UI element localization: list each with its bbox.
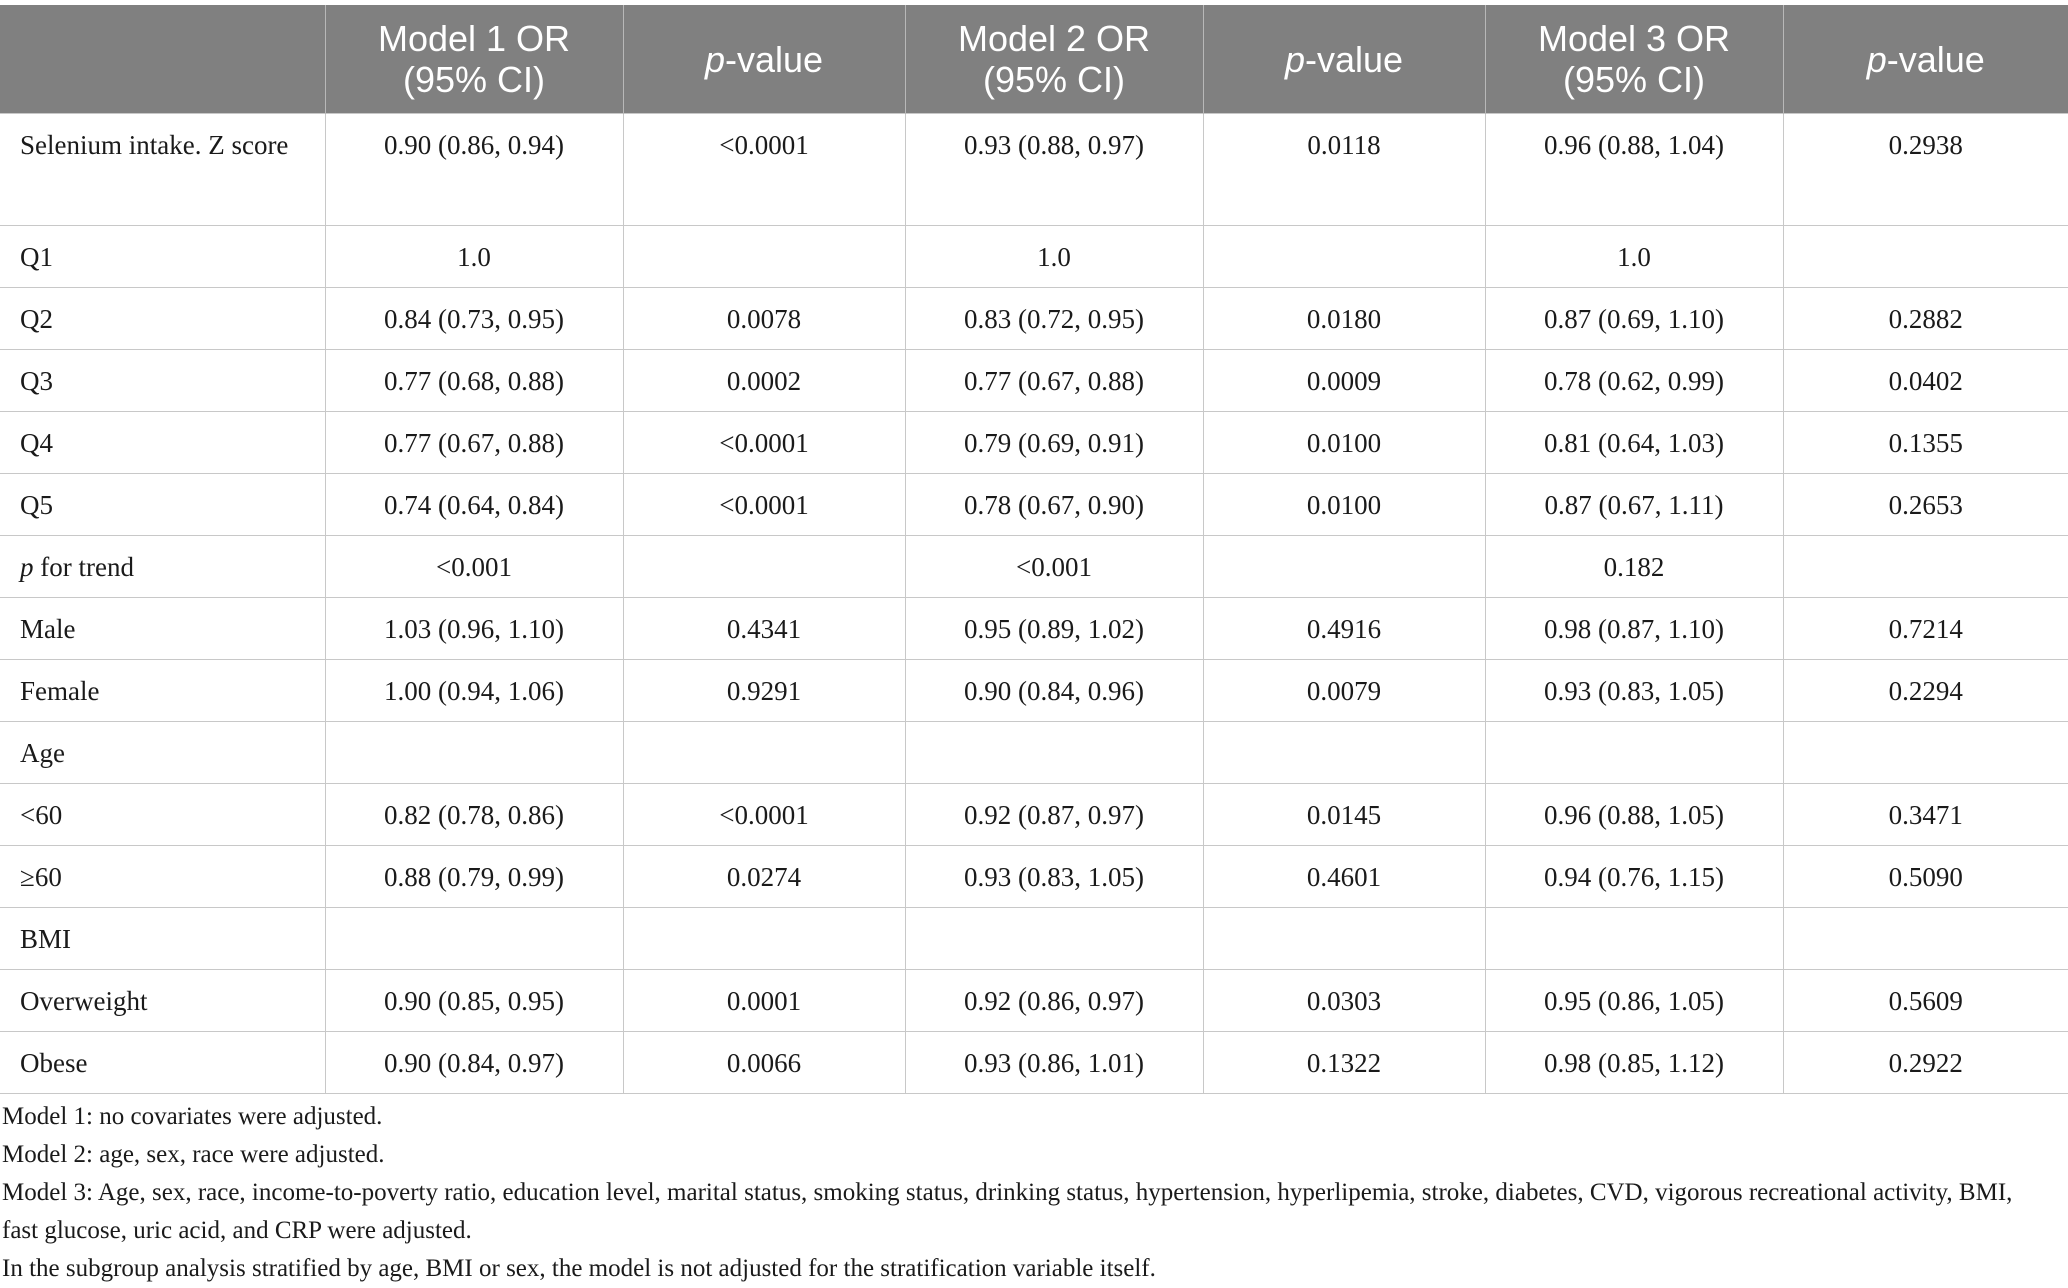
row-label-rest: for trend [33, 552, 134, 582]
table-row [0, 970, 2068, 1032]
cell-model3-or [1485, 908, 1783, 970]
row-label: Selenium intake. Z score [0, 114, 325, 226]
cell-model1-or: 0.74 (0.64, 0.84) [325, 474, 623, 536]
cell-model3-or [1485, 722, 1783, 784]
table-row [0, 226, 2068, 288]
cell-model2-pvalue [1203, 722, 1485, 784]
row-label: Q2 [0, 288, 325, 350]
cell-model2-pvalue: 0.0118 [1203, 114, 1485, 226]
row-label: Overweight [0, 970, 325, 1032]
header-model2-or-line2: (95% CI) [982, 59, 1126, 100]
row-label: Q5 [0, 474, 325, 536]
table-row [0, 908, 2068, 970]
cell-model3-or: 0.93 (0.83, 1.05) [1485, 660, 1783, 722]
cell-model3-pvalue: 0.2882 [1783, 288, 2068, 350]
cell-model1-or: 0.90 (0.84, 0.97) [325, 1032, 623, 1094]
table-row [0, 1032, 2068, 1094]
cell-model1-or: 0.82 (0.78, 0.86) [325, 784, 623, 846]
header-pvalue-rest: -value [1304, 38, 1404, 80]
table-row [0, 784, 2068, 846]
cell-model3-pvalue: 0.0402 [1783, 350, 2068, 412]
cell-model3-or: 0.98 (0.87, 1.10) [1485, 598, 1783, 660]
cell-model2-or: 0.79 (0.69, 0.91) [905, 412, 1203, 474]
cell-model1-or: 1.0 [325, 226, 623, 288]
cell-model3-or: 1.0 [1485, 226, 1783, 288]
header-model3-or-line2: (95% CI) [1562, 59, 1706, 100]
cell-model2-or: 0.92 (0.86, 0.97) [905, 970, 1203, 1032]
cell-model3-pvalue: 0.2938 [1783, 114, 2068, 226]
row-label [0, 536, 325, 598]
cell-model3-or: 0.98 (0.85, 1.12) [1485, 1032, 1783, 1094]
cell-model1-or: 1.00 (0.94, 1.06) [325, 660, 623, 722]
row-label: BMI [0, 908, 325, 970]
row-label: Q4 [0, 412, 325, 474]
header-pvalue-rest: -value [724, 38, 824, 80]
row-label-p-italic: p [20, 552, 34, 582]
cell-model3-pvalue: 0.2653 [1783, 474, 2068, 536]
row-label: Obese [0, 1032, 325, 1094]
cell-model1-or: 0.90 (0.86, 0.94) [325, 114, 623, 226]
table-row [0, 474, 2068, 536]
row-label: Female [0, 660, 325, 722]
cell-model3-pvalue [1783, 226, 2068, 288]
cell-model3-or: 0.78 (0.62, 0.99) [1485, 350, 1783, 412]
cell-model2-or: 0.93 (0.88, 0.97) [905, 114, 1203, 226]
cell-model2-pvalue: 0.4916 [1203, 598, 1485, 660]
cell-model1-or: 0.84 (0.73, 0.95) [325, 288, 623, 350]
cell-model1-pvalue: 0.0274 [623, 846, 905, 908]
cell-model1-pvalue [623, 908, 905, 970]
header-model1-or-line1: Model 1 OR [377, 18, 571, 59]
cell-model3-pvalue: 0.7214 [1783, 598, 2068, 660]
cell-model1-pvalue: 0.0066 [623, 1032, 905, 1094]
footnote: Model 2: age, sex, race were adjusted. [2, 1141, 385, 1168]
header-model2-or [905, 5, 1203, 114]
row-label: Age [0, 722, 325, 784]
cell-model1-or [325, 722, 623, 784]
cell-model1-pvalue: <0.0001 [623, 114, 905, 226]
cell-model3-pvalue [1783, 536, 2068, 598]
cell-model3-or: 0.81 (0.64, 1.03) [1485, 412, 1783, 474]
header-model2-or-line1: Model 2 OR [957, 18, 1151, 59]
table-row [0, 114, 2068, 226]
cell-model2-or: 1.0 [905, 226, 1203, 288]
cell-model3-pvalue [1783, 908, 2068, 970]
cell-model3-pvalue [1783, 722, 2068, 784]
cell-model3-or: 0.87 (0.69, 1.10) [1485, 288, 1783, 350]
cell-model1-pvalue [623, 226, 905, 288]
cell-model2-or: 0.77 (0.67, 0.88) [905, 350, 1203, 412]
row-label: Q1 [0, 226, 325, 288]
cell-model2-pvalue: 0.0100 [1203, 474, 1485, 536]
row-label: <60 [0, 784, 325, 846]
table-row [0, 350, 2068, 412]
cell-model2-or: 0.90 (0.84, 0.96) [905, 660, 1203, 722]
header-model1-or [325, 5, 623, 114]
cell-model1-pvalue: <0.0001 [623, 474, 905, 536]
header-model1-or-line2: (95% CI) [402, 59, 546, 100]
row-label: Q3 [0, 350, 325, 412]
cell-model3-or: 0.87 (0.67, 1.11) [1485, 474, 1783, 536]
table-footnotes [0, 1098, 2042, 1288]
results-table [0, 5, 2068, 1094]
results-table-container [0, 5, 2068, 1094]
cell-model3-or: 0.182 [1485, 536, 1783, 598]
header-p-italic: p [1866, 38, 1887, 80]
cell-model1-or: 0.77 (0.67, 0.88) [325, 412, 623, 474]
table-row [0, 722, 2068, 784]
cell-model2-or: 0.83 (0.72, 0.95) [905, 288, 1203, 350]
cell-model3-or: 0.95 (0.86, 1.05) [1485, 970, 1783, 1032]
cell-model3-or: 0.96 (0.88, 1.04) [1485, 114, 1783, 226]
footnote: Model 1: no covariates were adjusted. [2, 1103, 383, 1130]
table-row [0, 288, 2068, 350]
cell-model2-pvalue: 0.0180 [1203, 288, 1485, 350]
cell-model1-or [325, 908, 623, 970]
header-model1-pvalue [623, 5, 905, 114]
cell-model2-pvalue [1203, 536, 1485, 598]
cell-model2-pvalue: 0.0303 [1203, 970, 1485, 1032]
table-row [0, 660, 2068, 722]
header-model3-or-line1: Model 3 OR [1537, 18, 1731, 59]
table-row [0, 536, 2068, 598]
cell-model1-or: <0.001 [325, 536, 623, 598]
cell-model1-pvalue: <0.0001 [623, 784, 905, 846]
row-label: ≥60 [0, 846, 325, 908]
header-variable [0, 5, 325, 114]
cell-model1-pvalue: 0.0001 [623, 970, 905, 1032]
cell-model2-pvalue [1203, 226, 1485, 288]
cell-model1-or: 0.88 (0.79, 0.99) [325, 846, 623, 908]
cell-model3-pvalue: 0.3471 [1783, 784, 2068, 846]
header-p-italic: p [1284, 38, 1305, 80]
header-model3-pvalue [1783, 5, 2068, 114]
cell-model2-pvalue: 0.0100 [1203, 412, 1485, 474]
cell-model1-pvalue: <0.0001 [623, 412, 905, 474]
footnote: In the subgroup analysis stratified by age, BMI or sex, the model is not adjusted for the stratification variable itself. [2, 1255, 1156, 1282]
cell-model2-or [905, 908, 1203, 970]
cell-model1-pvalue: 0.0002 [623, 350, 905, 412]
header-model3-or [1485, 5, 1783, 114]
cell-model3-pvalue: 0.5609 [1783, 970, 2068, 1032]
table-row [0, 598, 2068, 660]
cell-model1-or: 1.03 (0.96, 1.10) [325, 598, 623, 660]
cell-model1-pvalue: 0.0078 [623, 288, 905, 350]
cell-model1-pvalue [623, 536, 905, 598]
cell-model3-pvalue: 0.2922 [1783, 1032, 2068, 1094]
cell-model2-or: 0.78 (0.67, 0.90) [905, 474, 1203, 536]
table-body [0, 114, 2068, 1094]
cell-model2-or: 0.93 (0.83, 1.05) [905, 846, 1203, 908]
cell-model2-pvalue [1203, 908, 1485, 970]
table-row [0, 412, 2068, 474]
cell-model3-pvalue: 0.2294 [1783, 660, 2068, 722]
cell-model1-or: 0.90 (0.85, 0.95) [325, 970, 623, 1032]
cell-model3-or: 0.96 (0.88, 1.05) [1485, 784, 1783, 846]
cell-model2-or [905, 722, 1203, 784]
table-header-row [0, 5, 2068, 114]
cell-model2-or: 0.92 (0.87, 0.97) [905, 784, 1203, 846]
cell-model3-or: 0.94 (0.76, 1.15) [1485, 846, 1783, 908]
cell-model2-pvalue: 0.0079 [1203, 660, 1485, 722]
cell-model2-or: 0.93 (0.86, 1.01) [905, 1032, 1203, 1094]
header-model2-pvalue [1203, 5, 1485, 114]
table-row [0, 846, 2068, 908]
cell-model2-pvalue: 0.4601 [1203, 846, 1485, 908]
cell-model1-pvalue [623, 722, 905, 784]
cell-model2-or: <0.001 [905, 536, 1203, 598]
cell-model2-pvalue: 0.1322 [1203, 1032, 1485, 1094]
cell-model2-or: 0.95 (0.89, 1.02) [905, 598, 1203, 660]
cell-model1-pvalue: 0.4341 [623, 598, 905, 660]
cell-model2-pvalue: 0.0009 [1203, 350, 1485, 412]
header-pvalue-rest: -value [1886, 38, 1985, 80]
cell-model1-or: 0.77 (0.68, 0.88) [325, 350, 623, 412]
cell-model2-pvalue: 0.0145 [1203, 784, 1485, 846]
cell-model3-pvalue: 0.5090 [1783, 846, 2068, 908]
row-label: Male [0, 598, 325, 660]
header-p-italic: p [704, 38, 725, 80]
cell-model1-pvalue: 0.9291 [623, 660, 905, 722]
cell-model3-pvalue: 0.1355 [1783, 412, 2068, 474]
footnote: Model 3: Age, sex, race, income-to-poverty ratio, education level, marital status, smoking status, drinking status, hypertension, hyperlipemia, stroke, diabetes, CVD, vigorous recreational activity, BMI, fast glucose, uric acid, and CRP were adjusted. [2, 1179, 2013, 1244]
